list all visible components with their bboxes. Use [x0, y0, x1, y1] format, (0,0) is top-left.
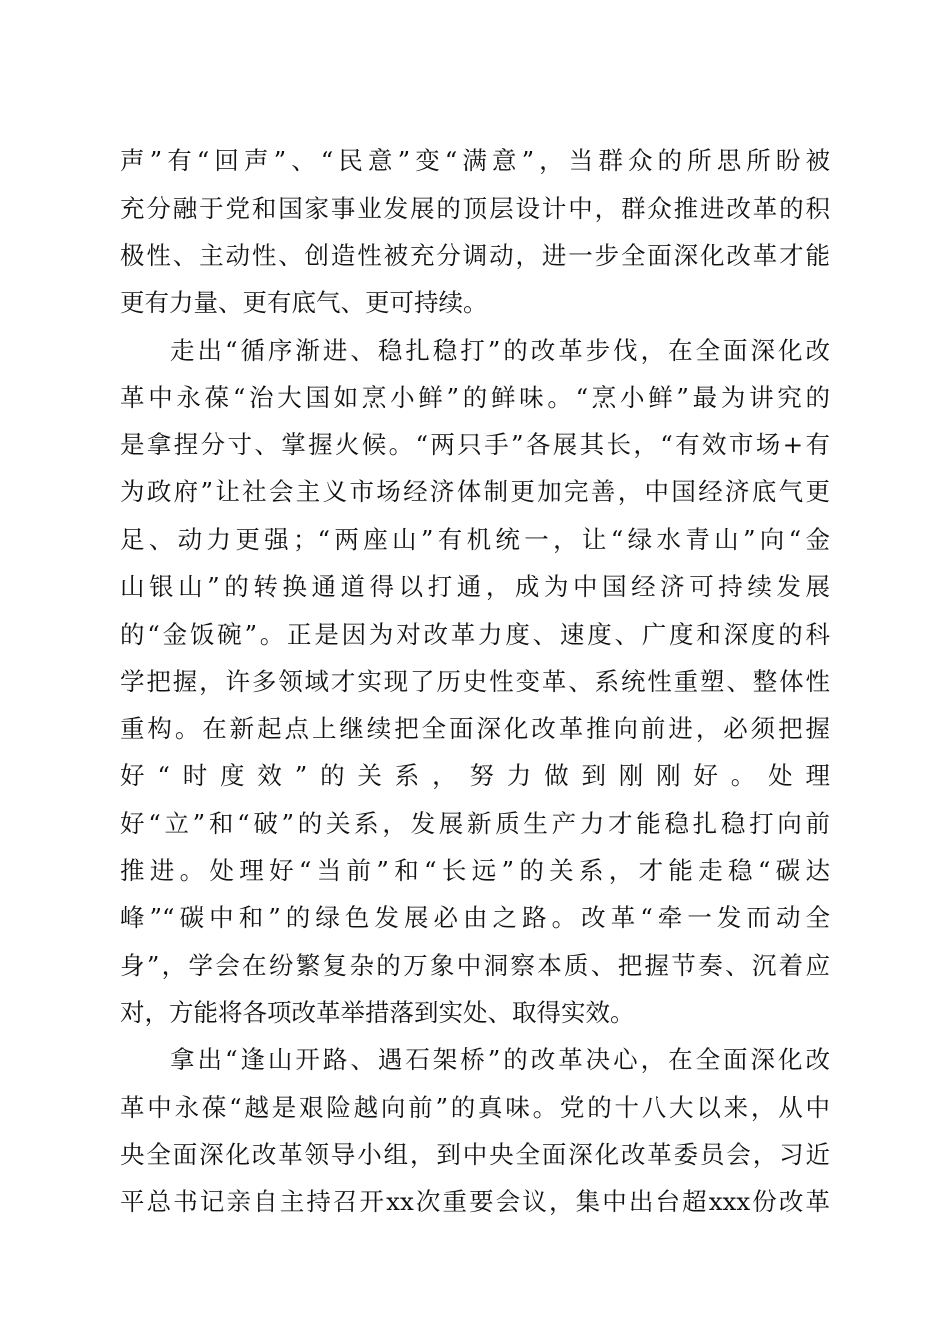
- text-line: 革中永葆“治大国如烹小鲜”的鲜味。“烹小鲜”最为讲究的: [120, 383, 830, 412]
- paragraph-first-line: 走出“循序渐进、稳扎稳打”的改革步伐，在全面深化改: [170, 336, 830, 365]
- text-line: 是拿捏分寸、掌握火候。“两只手”各展其长，“有效市场+有: [120, 430, 830, 459]
- text-line: 推进。处理好“当前”和“长远”的关系，才能走稳“碳达: [120, 856, 830, 885]
- text-line: 更有力量、更有底气、更可持续。: [120, 288, 488, 317]
- text-line: 为政府”让社会主义市场经济体制更加完善，中国经济底气更: [120, 477, 830, 506]
- text-line: 学把握，许多领域才实现了历史性变革、系统性重塑、整体性: [120, 667, 830, 696]
- text-line: 好“立”和“破”的关系，发展新质生产力才能稳扎稳打向前: [120, 809, 830, 838]
- text-line: 足、动力更强；“两座山”有机统一，让“绿水青山”向“金: [120, 525, 830, 554]
- text-line: 极性、主动性、创造性被充分调动，进一步全面深化改革才能: [120, 241, 830, 270]
- text-line: 重构。在新起点上继续把全面深化改革推向前进，必须把握: [120, 714, 830, 743]
- text-line: 声”有“回声”、“民意”变“满意”，当群众的所思所盼被: [120, 146, 830, 175]
- text-line: 央全面深化改革领导小组，到中央全面深化改革委员会，习近: [120, 1140, 830, 1169]
- text-line: 对，方能将各项改革举措落到实处、取得实效。: [120, 998, 635, 1027]
- text-line: 革中永葆“越是艰险越向前”的真味。党的十八大以来，从中: [120, 1093, 830, 1122]
- text-line: 平总书记亲自主持召开xx次重要会议，集中出台超xxx份改革: [120, 1187, 830, 1216]
- text-line: 峰”“碳中和”的绿色发展必由之路。改革“牵一发而动全: [120, 903, 830, 932]
- text-line: 山银山”的转换通道得以打通，成为中国经济可持续发展: [120, 572, 830, 601]
- paragraph-first-line: 拿出“逢山开路、遇石架桥”的改革决心，在全面深化改: [170, 1045, 830, 1074]
- text-line: 充分融于党和国家事业发展的顶层设计中，群众推进改革的积: [120, 194, 830, 223]
- text-line: 的“金饭碗”。正是因为对改革力度、速度、广度和深度的科: [120, 620, 830, 649]
- text-line: 身”，学会在纷繁复杂的万象中洞察本质、把握节奏、沉着应: [120, 951, 830, 980]
- text-line: 好“时度效”的关系，努力做到刚刚好。处理: [120, 761, 830, 790]
